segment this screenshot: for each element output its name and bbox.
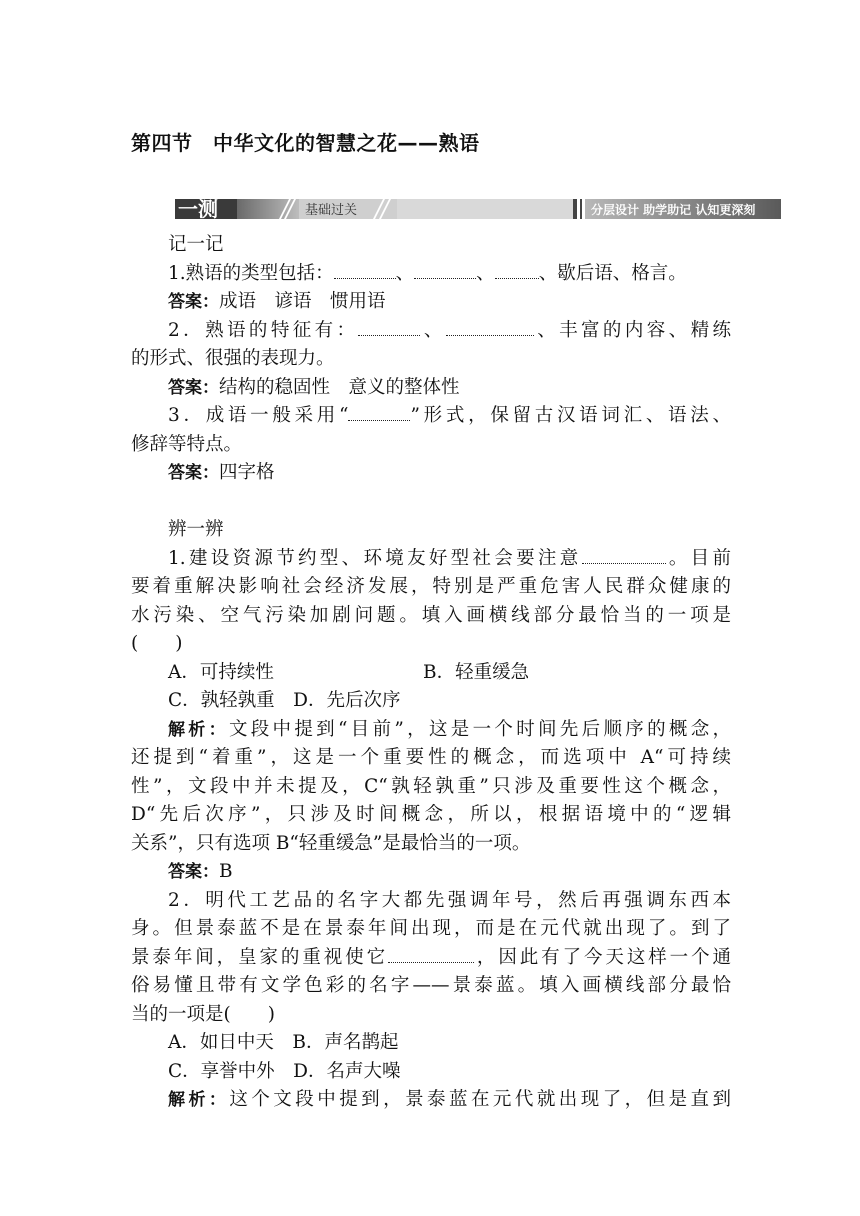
distinguish-q2-line4: 俗易懂且带有文学色彩的名字——景泰蓝。填入画横线部分最恰 <box>131 975 731 996</box>
remember-heading: 记一记 <box>168 234 224 255</box>
section-banner <box>43 195 781 221</box>
fill-blank <box>334 260 396 279</box>
remember-q2-line1: 2．熟语的特征有： 、 、丰富的内容、精练 <box>131 317 731 346</box>
distinguish-q2-line1: 2．明代工艺品的名字大都先强调年号，然后再强调东西本 <box>168 889 731 911</box>
options-q2-row-1 <box>131 1029 731 1058</box>
distinguish-heading: 辨一辨 <box>168 519 224 540</box>
fill-blank <box>446 317 534 336</box>
distinguish-q1-line3: 水污染、空气污染加剧问题。填入画横线部分最恰当的一项是 <box>131 604 731 626</box>
option-a: A．可持续性 <box>168 661 274 683</box>
fill-blank <box>358 317 420 336</box>
banner-badge: 一测 <box>178 197 218 221</box>
distinguish-q1-line4: ( ) <box>131 633 183 654</box>
answer1: 答案：B <box>168 861 233 882</box>
options-row <box>131 659 731 688</box>
option-d: D．先后次序 <box>293 690 401 711</box>
analysis1-line3: 性”，文段中并未提及，C“孰轻孰重”只涉及重要性这个概念， <box>131 775 731 797</box>
banner-tagline: 分层设计 助学助记 认知更深刻 <box>591 203 756 217</box>
remember-q2-line2: 的形式、很强的表现力。 <box>131 348 335 369</box>
remember-q3-line2: 修辞等特点。 <box>131 433 243 455</box>
option-a: A．如日中天 <box>168 1032 274 1053</box>
options-q2-row-2 <box>131 1058 731 1087</box>
analysis1-line1: 解析：文段中提到“目前”，这是一个时间先后顺序的概念， <box>168 718 732 740</box>
remember-q3-line1: 3．成语一般采用“ ”形式，保留古汉语词汇、语法、 <box>131 402 731 431</box>
analysis2-line1: 解析：这个文段中提到，景泰蓝在元代就出现了，但是直到 <box>168 1089 731 1110</box>
distinguish-q1-line1: 1.建设资源节约型、环境友好型社会要注意 。目前 <box>131 545 731 574</box>
remember-a3: 答案：四字格 <box>168 462 275 483</box>
remember-a1: 答案：成语 谚语 惯用语 <box>168 291 386 312</box>
fill-blank <box>495 260 539 279</box>
page-title: 第四节 中华文化的智慧之花——熟语 <box>131 131 480 155</box>
option-c: C．享誉中外 <box>168 1060 275 1082</box>
distinguish-q2-line5: 当的一项是( ) <box>131 1003 275 1025</box>
document-body <box>131 231 731 1115</box>
fill-blank <box>582 545 666 564</box>
analysis1-line2: 还提到“着重”，这是一个重要性的概念，而选项中 A“可持续 <box>131 747 731 768</box>
fill-blank <box>388 944 474 963</box>
fill-blank <box>414 260 476 279</box>
option-b: B．声名鹊起 <box>292 1032 399 1053</box>
options-row-2 <box>131 687 731 716</box>
option-c: C．孰轻孰重 <box>168 690 275 711</box>
option-d: D．名声大噪 <box>293 1060 401 1082</box>
remember-a2: 答案：结构的稳固性 意义的整体性 <box>168 376 460 398</box>
distinguish-q2-line3: 景泰年间，皇家的重视使它 ，因此有了今天这样一个通 <box>131 944 731 973</box>
fill-blank <box>348 402 410 421</box>
distinguish-q2-line2: 身。但景泰蓝不是在景泰年间出现，而是在元代就出现了。到了 <box>131 918 731 939</box>
option-b: B．轻重缓急 <box>423 661 530 683</box>
distinguish-q1-line2: 要着重解决影响社会经济发展，特别是严重危害人民群众健康的 <box>131 576 731 597</box>
analysis1-line4: D“先后次序”，只涉及时间概念，所以，根据语境中的“逻辑 <box>131 804 731 825</box>
banner-section: 基础过关 <box>305 203 358 218</box>
analysis1-line5: 关系”，只有选项 B“轻重缓急”是最恰当的一项。 <box>131 832 531 854</box>
remember-q1: 1.熟语的类型包括： 、 、 、歇后语、格言。 <box>131 260 731 289</box>
